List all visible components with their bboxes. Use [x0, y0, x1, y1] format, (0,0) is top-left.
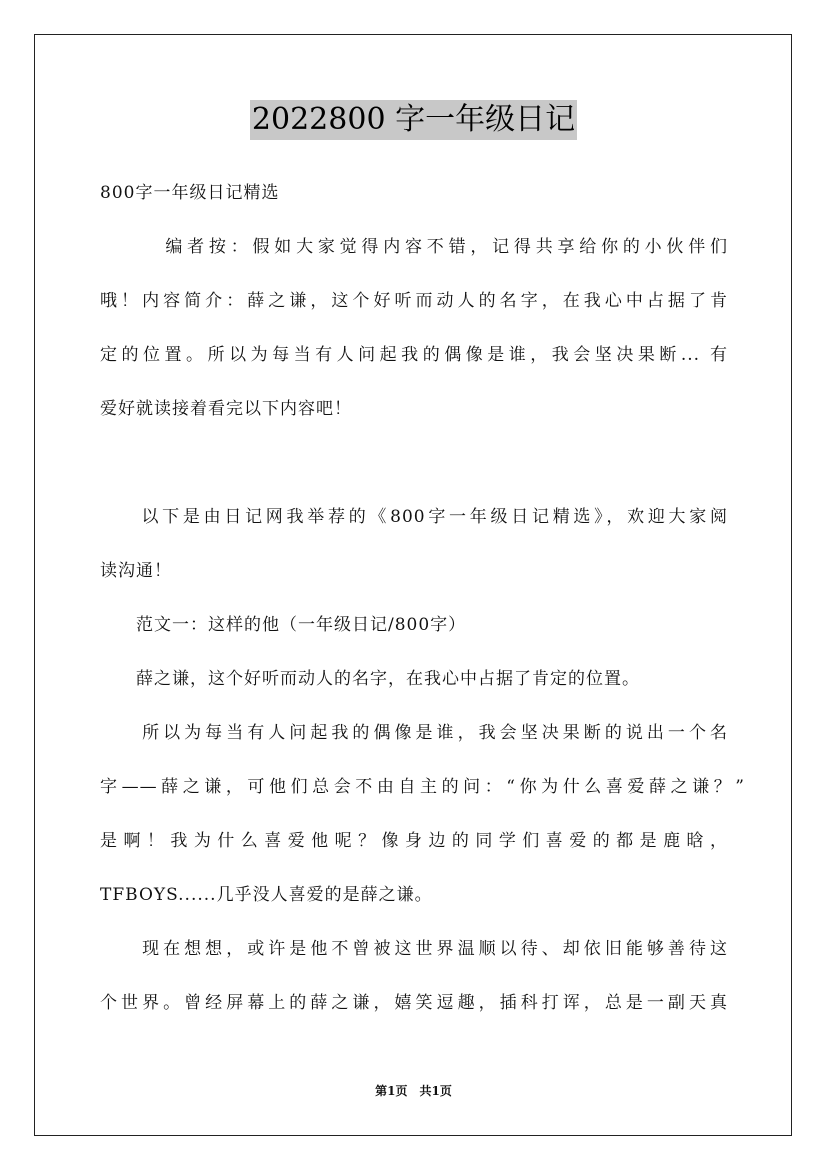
document-title: 2022800 字一年级日记: [250, 100, 577, 140]
text-line: 所以为每当有人问起我的偶像是谁，我会坚决果断的说出一个名: [100, 723, 728, 743]
text-line: 字——薛之谦，可他们总会不由自主的问：“你为什么喜爱薛之谦？”: [100, 777, 745, 797]
text-line: 是啊！我为什么喜爱他呢？像身边的同学们喜爱的都是鹿晗，: [100, 831, 728, 851]
text-line: 定的位置。所以为每当有人问起我的偶像是谁，我会坚决果断... 有: [100, 345, 728, 365]
text-line: 哦！内容简介：薛之谦，这个好听而动人的名字，在我心中占据了肯: [100, 291, 728, 311]
text-line: 读沟通！: [100, 561, 172, 581]
text-line: 以下是由日记网我举荐的《800字一年级日记精选》，欢迎大家阅: [100, 507, 728, 527]
page-footer: 第1页 共1页: [375, 1084, 452, 1098]
text-line: TFBOYS......几乎没人喜爱的是薛之谦。: [100, 885, 433, 905]
text-line: 薛之谦，这个好听而动人的名字，在我心中占据了肯定的位置。: [100, 669, 640, 689]
title-wrap: [0, 100, 827, 140]
text-line: 现在想想，或许是他不曾被这世界温顺以待、却依旧能够善待这: [100, 939, 728, 959]
text-line: 编者按：假如大家觉得内容不错，记得共享给你的小伙伴们: [100, 237, 728, 257]
text-line: 爱好就读接着看完以下内容吧！: [100, 399, 352, 419]
text-line: 范文一：这样的他（一年级日记/800字）: [100, 615, 467, 635]
text-line: 个世界。曾经屏幕上的薛之谦，嬉笑逗趣，插科打诨，总是一副天真: [100, 993, 728, 1013]
subtitle-line: 800字一年级日记精选: [100, 183, 280, 203]
